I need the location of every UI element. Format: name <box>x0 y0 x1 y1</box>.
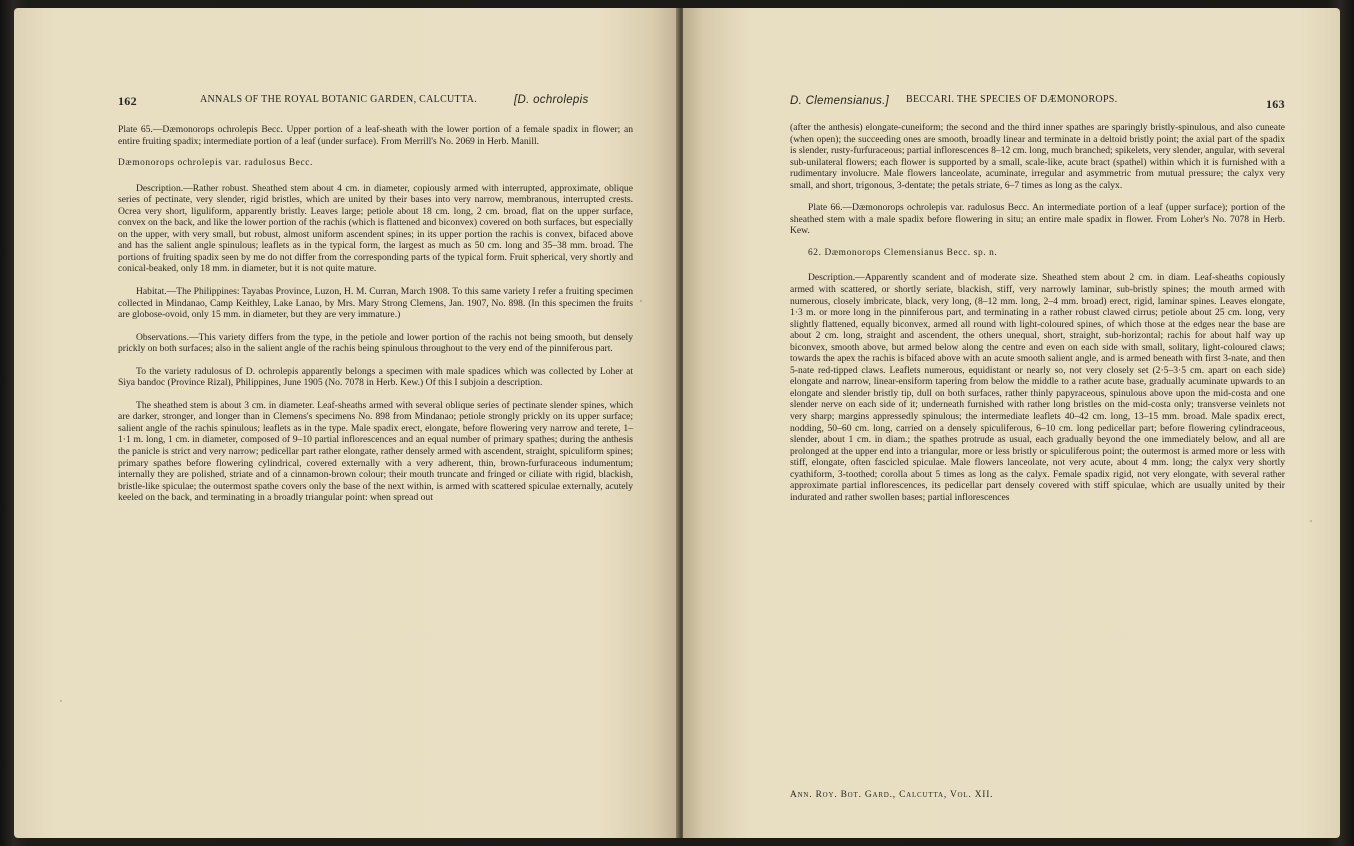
plate-65-caption: Plate 65.—Dæmonorops ochrolepis Becc. Upper portion of a leaf-sheath with the lower portion of a female spadix in flower; an entire fruiting spadix; intermediate portion of a leaf (under surface). From Merrill's No. 2069 in Herb. Manill. <box>118 124 633 147</box>
paper-speck <box>640 300 642 302</box>
right-body-text <box>790 122 1285 514</box>
left-section-tag: [D. ochrolepis <box>514 94 589 106</box>
paper-speck <box>60 700 62 702</box>
paper-speck <box>1310 520 1312 522</box>
sheathed-stem-paragraph: The sheathed stem is about 3 cm. in diameter. Leaf-sheaths armed with several oblique series of pectinate slender spines, which are darker, stronger, and longer than in Clemens's specimens No. 898 from Mindanao; petiole strongly prickly on its upper surface; salient angle of the rachis spinulous; leaflets as in the type. Male spadix erect, elongate, before flowering very narrow and terete, 1–1·1 m. long, 1 cm. in diameter, composed of 9–10 partial inflorescences and an equal number of primary spathes; during the anthesis the panicle is strict and very narrow; pedicellar part rather elongate, rather densely armed with ascendent, straight, spiculiform spines; primary spathes before flowering cylindrical, covered externally with a very adherent, thin, brown-furfuraceous indumentum; internally they are polished, striate and of a cinnamon-brown colour; their mouth truncate and fringed or ciliate with rigid, blackish, bristle-like spiculae; the outermost spathe covers only the base of the next within, is armed with scattered spiculae externally, acutely keeled on the back, and terminating in a broadly triangular point: when spread out <box>118 399 633 504</box>
right-running-head <box>790 94 1285 110</box>
loher-specimen-paragraph: To the variety radulosus of D. ochrolepis apparently belongs a specimen with male spadices which was collected by Loher at Siya bandoc (Province Rizal), Philippines, June 1905 (No. 7078 in Herb. Kew.) Of this I subjoin a description. <box>118 365 633 389</box>
left-page-number: 162 <box>118 94 137 108</box>
observations-paragraph: Observations.—This variety differs from the type, in the petiole and lower portion of the rachis not being smooth, but densely prickly on both surfaces; also in the salient angle of the rachis being spinulous throughout to the very end of the pinniferous part. <box>118 331 633 355</box>
clemensianus-description: Description.—Apparently scandent and of moderate size. Sheathed stem about 2 cm. in diam. Leaf-sheaths copiously armed with scattered, or shortly seriate, blackish, stiff, very narrowly laminar, sub-bristly spines; the mouth armed with numerous, closely imbricate, black, very long, (8–12 mm. long, 2–4 mm. broad) erect, rigid, laminar spines. Leaves elongate, 1·3 m. or more long in the pinniferous part, and terminating in a rather robust clawed cirrus; petiole about 25 cm. long, very slightly flattened, equally biconvex, armed all round with light-coloured spines, of which those at the edges near the base are about 2 cm. long, straight and ascendent, the others unequal, short, straight, sub-horizontal; rachis for about half way up biconvex, smooth above, but armed below along the centre and even on each side with small, solitary, light-coloured claws; towards the apex the rachis is bifaced above with an acute smooth salient angle, and is armed beneath with first 3-nate, and then 5-nate red-tipped claws. Leaflets numerous, equidistant or nearly so, not very closely set (2·5–3·5 cm. apart on each side) elongate and narrow, linear-ensiform tapering from below the middle to a rather acute base, gradually acuminate upwards to an elongate and slender bristly tip, dull on both surfaces, rather thinly papyraceous, spinulous above upon the mid-costa and one slender nerve on each side of it; underneath furnished with rather long bristles on the mid-costa only; transverse veinlets not very sharp; margins appressedly spinulous; the intermediate leaflets 40–42 cm. long, 13–15 mm. broad. Male spadix erect, nodding, 50–60 cm. long, carried on a densely spiculiferous, 6–10 cm. long pedicellar part; before flowering cylindraceous, slender, about 1 cm. in diam.; the spathes protrude as usual, each gradually beyond the one immediately below, and all are prolonged at the upper end into a triangular, more or less bristly or spiculiferous point; the outermost is armed more or less with stiff, elongate, often fascicled spiculae. Male flowers lanceolate, not very acute, about 4 mm. long; the calyx very shortly cyathiform, 3-toothed; corolla about 5 times as long as the calyx. Female spadix rigid, not very elongate, with several rather approximate partial inflorescences, its pedicellar part densely covered with stiff spiculae, which are usually united by their indurated and rather swollen bases; partial inflorescences <box>790 272 1285 503</box>
variety-heading: Dæmonorops ochrolepis var. radulosus Becc. <box>118 158 313 169</box>
right-page-number: 163 <box>1266 97 1285 111</box>
description-paragraph: Description.—Rather robust. Sheathed stem about 4 cm. in diameter, copiously armed with interrupted, approximate, oblique series of pectinate, very slender, rigid bristles, which are united by their bases into very narrow, membranous, interrupted crests. Ocrea very short, liguliform, apparently bristly. Leaves large; petiole about 18 cm. long, 2 cm. broad, flat on the upper surface, convex on the back, and like the lower portion of the rachis (which is flattened and biconvex) covered on both surfaces, but especially on the upper, with very small, but robust, almost uniform ascendent spines; in its upper portion the rachis is convex, bifaced above and has the salient angle spinulous; leaflets as in the typical form, the largest as much as 50 cm. long and 35–38 mm. broad. The portions of fruiting spadix seen by me do not differ from the corresponding parts of the typical form. Fruit spherical, very shortly and conical-beaked, only 18 mm. in diameter, but it is not quite mature. <box>118 182 633 275</box>
species-62-heading: 62. Dæmonorops Clemensianus Becc. sp. n. <box>808 247 998 258</box>
continued-paragraph: (after the anthesis) elongate-cuneiform; the second and the third inner spathes are sparingly bristly-spinulous, and also cuneate (when open); the succeeding ones are smooth, broadly linear and terminate in a deltoid bristly point; the axial part of the spadix is slender, rusty-furfuraceous; partial inflorescences 8–12 cm. long, much branched; spikelets, very slender, angular, with several sub-unilateral flowers; each flower is supported by a small, scale-like, acute bract (spathel) within which it is furnished with a rudimentary involucre. Male flowers lanceolate, acuminate, irregular and asymmetric from mutual pressure; the calyx very small, and short, trigonous, 3-dentate; the petals striate, 6–7 times as long as the calyx. <box>790 122 1285 191</box>
left-running-head <box>118 94 633 110</box>
right-section-tag: D. Clemensianus.] <box>790 95 890 107</box>
habitat-paragraph: Habitat.—The Philippines: Tayabas Province, Luzon, H. M. Curran, March 1908. To this same variety I refer a fruiting specimen collected in Mindanao, Camp Keithley, Lake Lanao, by Mrs. Mary Strong Clemens, Jan. 1907, No. 898. (In this specimen the fruits are globose-ovoid, only 15 mm. in diameter, but they are very immature.) <box>118 286 633 321</box>
left-body-text <box>118 124 633 515</box>
right-page <box>683 8 1340 838</box>
journal-footer: Ann. Roy. Bot. Gard., Calcutta, Vol. XII. <box>790 790 994 800</box>
left-running-title: ANNALS OF THE ROYAL BOTANIC GARDEN, CALCUTTA. <box>200 94 477 105</box>
plate-66-caption: Plate 66.—Dæmonorops ochrolepis var. radulosus Becc. An intermediate portion of a leaf (upper surface); portion of the sheathed stem with a male spadix before flowering in situ; an entire male spadix in flower. From Loher's No. 7078 in Herb. Kew. <box>790 202 1285 237</box>
right-running-title: BECCARI. THE SPECIES OF DÆMONOROPS. <box>906 94 1118 105</box>
left-page <box>14 8 679 838</box>
